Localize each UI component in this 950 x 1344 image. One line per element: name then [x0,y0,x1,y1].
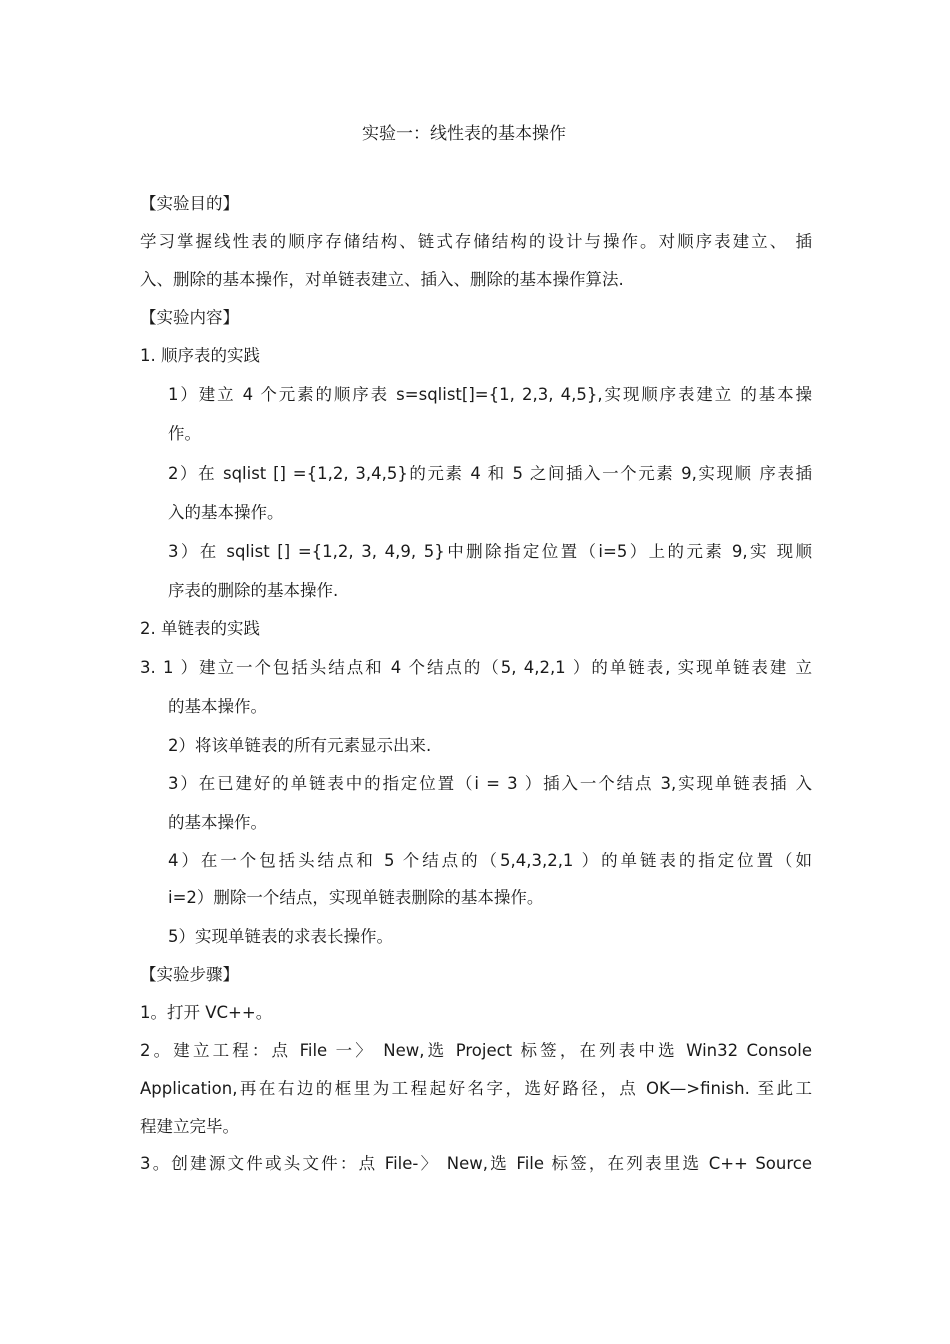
steps-heading: 【实验步骤】 [140,965,239,984]
content-item-3-5: 5）实现单链表的求表长操作。 [168,927,393,946]
step-3-line-1: 3。创建源文件或头文件：点 File-〉 New,选 File 标签，在列表里选 C++ Source [140,1154,812,1173]
content-item-1-2-line-2: 入的基本操作。 [168,503,284,522]
content-item-1-1-line-2: 作。 [168,424,201,443]
content-heading: 【实验内容】 [140,308,239,327]
content-item-2: 2. 单链表的实践 [140,619,260,638]
document-title: 实验一：线性表的基本操作 [362,124,566,144]
purpose-text-line-1: 学习掌握线性表的顺序存储结构、链式存储结构的设计与操作。对顺序表建立、 插 [140,232,812,251]
content-item-1-1-line-1: 1）建立 4 个元素的顺序表 s=sqlist[]={1, 2,3, 4,5},实现顺序表建立 的基本操 [168,385,812,404]
step-1: 1。打开 VC++。 [140,1003,273,1022]
step-2-line-2: Application,再在右边的框里为工程起好名字，选好路径，点 OK—>finish. 至此工 [140,1079,812,1098]
content-item-3-2: 2）将该单链表的所有元素显示出来. [168,736,432,755]
content-item-3-1-line-2: 的基本操作。 [168,697,267,716]
content-item-1-3-line-1: 3）在 sqlist [] ={1,2, 3, 4,9, 5}中删除指定位置（i=5）上的元素 9,实 现顺 [168,542,812,561]
step-2-line-3: 程建立完毕。 [140,1117,239,1136]
content-item-1-3-line-2: 序表的删除的基本操作. [168,581,339,600]
content-item-3-4-line-2: i=2）删除一个结点，实现单链表删除的基本操作。 [168,888,544,907]
content-item-3-3-line-2: 的基本操作。 [168,813,267,832]
content-item-1-2-line-1: 2）在 sqlist [] ={1,2, 3,4,5}的元素 4 和 5 之间插入一个元素 9,实现顺 序表插 [168,464,812,483]
content-item-3-3-line-1: 3）在已建好的单链表中的指定位置（i = 3 ）插入一个结点 3,实现单链表插 入 [168,774,812,793]
step-2-line-1: 2。建立工程：点 File 一〉 New,选 Project 标签，在列表中选 Win32 Console [140,1041,812,1060]
purpose-heading: 【实验目的】 [140,194,239,213]
content-item-1: 1. 顺序表的实践 [140,346,260,365]
content-item-3-4-line-1: 4）在一个包括头结点和 5 个结点的（5,4,3,2,1 ）的单链表的指定位置（如 [168,851,812,870]
content-item-3-1-line-1: 3. 1 ）建立一个包括头结点和 4 个结点的（5, 4,2,1 ）的单链表, 实现单链表建 立 [140,658,812,677]
purpose-text-line-2: 入、删除的基本操作，对单链表建立、插入、删除的基本操作算法. [140,270,624,289]
